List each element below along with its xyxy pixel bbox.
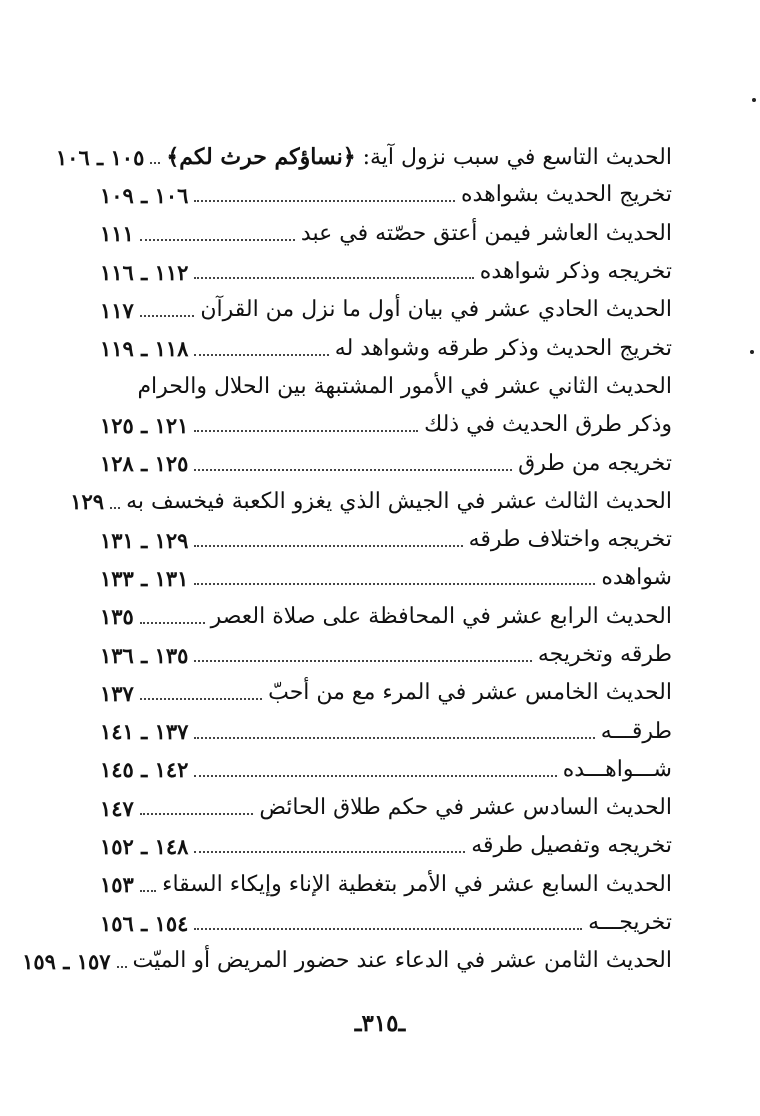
dot-leader [194, 354, 328, 356]
toc-entry-title [200, 299, 672, 321]
dot-leader [194, 545, 462, 547]
toc-entry-pages: ١٢٩ ـ ١٣١ [100, 527, 189, 553]
toc-entry [100, 751, 672, 789]
dot-leader [194, 430, 418, 432]
toc-entry-pages: ١١١ [100, 221, 134, 247]
toc-entry [100, 559, 672, 597]
toc-entry-title-text: الحديث السادس عشر في حكم طلاق الحائض [259, 795, 672, 821]
toc-entry [100, 215, 672, 253]
dot-leader [194, 200, 455, 202]
toc-entry-title [268, 682, 672, 704]
dot-leader [140, 813, 253, 815]
dot-leader [140, 239, 295, 241]
toc-entry [55, 138, 672, 176]
toc-entry-title [334, 335, 672, 361]
toc-entry [100, 789, 672, 827]
toc-entry-pages: ١٤٨ ـ ١٥٢ [100, 833, 189, 859]
dot-leader [194, 277, 473, 279]
toc-entry [100, 521, 672, 559]
toc-entry-pages: ١٤٢ ـ ١٤٥ [100, 757, 189, 783]
dot-leader [140, 622, 205, 624]
toc-entry-title [601, 567, 672, 589]
toc-entry-title [518, 450, 672, 476]
toc-entry-title [469, 529, 672, 551]
toc-entry-title [600, 718, 672, 744]
toc-entry-title-text: الحديث الرابع عشر في المحافظة على صلاة العصر [210, 603, 672, 629]
dot-leader [140, 698, 262, 700]
toc-entry-title [162, 871, 672, 897]
toc-entry-pages: ١٢٩ [70, 489, 105, 515]
toc-entry-pages: ١٥٧ ـ ١٥٩ [22, 948, 111, 974]
toc-entry-title [126, 488, 672, 514]
toc-entry-pages: ١٣٧ ـ ١٤١ [100, 719, 189, 745]
toc-entry-pages: ١٤٧ [100, 795, 134, 821]
toc-entry-title-text: تخريج الحديث وذكر طرقه وشواهد له [334, 335, 672, 361]
toc-entry-pages: ١٢٥ ـ ١٢٨ [100, 451, 189, 477]
dot-leader [194, 469, 512, 471]
toc-entry [22, 942, 672, 980]
toc-entry-title-text: شواهده [601, 565, 672, 591]
toc-entry-pages: ١٥٤ ـ ١٥٦ [100, 910, 189, 936]
dot-leader [117, 966, 127, 968]
toc-entry [100, 444, 672, 482]
scan-speck [750, 350, 754, 354]
toc-entry-title-text: تخريجه وتفصيل طرقه [471, 833, 672, 859]
dot-leader [194, 583, 595, 585]
toc-entry-title-text: تخريجه وذكر شواهده [479, 259, 672, 285]
toc-entry [100, 866, 672, 904]
toc-entry-title-text: الحديث الثاني عشر في الأمور المشتبهة بين الحلال والحرام [137, 373, 672, 399]
dot-leader [110, 507, 120, 509]
dot-leader [194, 660, 531, 662]
toc-entry-title [300, 220, 672, 246]
toc-entry [100, 406, 672, 444]
toc-entry-pages: ١٣١ ـ ١٣٣ [100, 565, 189, 591]
toc-entry [100, 827, 672, 865]
toc-entry-title [137, 373, 672, 399]
dot-leader [150, 162, 160, 164]
toc-entry-pages: ١٠٦ ـ ١٠٩ [100, 182, 189, 208]
toc-entry-pages: ١٣٥ [100, 604, 134, 630]
toc-entry-title-text: شـــواهـــده [562, 756, 672, 782]
toc-entry-title-text: تخريج الحديث بشواهده [461, 182, 672, 208]
toc-entry [100, 368, 672, 406]
dot-leader [194, 775, 556, 777]
toc-entry-pages: ١٥٣ [100, 872, 134, 898]
toc-entry-title [259, 797, 672, 819]
toc-entry-title-text: الحديث الثامن عشر في الدعاء عند حضور المريض أو الميّت [132, 948, 672, 974]
toc-entry-title [166, 143, 672, 170]
toc-entry-title [210, 603, 672, 629]
toc-entry-title-text: الحديث الخامس عشر في المرء مع من أحبّ [268, 680, 672, 706]
toc-entry-title-text: تخريجـــه [588, 910, 672, 936]
toc-entry [100, 598, 672, 636]
toc-entry-title-text: الحديث الحادي عشر في بيان أول ما نزل من القرآن [200, 297, 672, 323]
toc-entry-pages: ١١٢ ـ ١١٦ [100, 259, 189, 285]
toc-entry [100, 329, 672, 367]
dot-leader [194, 928, 582, 930]
toc-entry-pages: ١٣٥ ـ ١٣٦ [100, 642, 189, 668]
dot-leader [140, 890, 156, 892]
toc-entry-title [480, 261, 672, 283]
toc-entry-title [588, 912, 672, 934]
toc-entry-title [562, 756, 672, 782]
toc-entry-title-text: الحديث السابع عشر في الأمر بتغطية الإناء وإيكاء السقاء [162, 871, 672, 897]
toc-entry [100, 712, 672, 750]
toc-entry-pages: ١١٧ [100, 297, 134, 323]
quranic-verse: ﴿نساؤكم حرث لكم﴾ [166, 143, 356, 170]
dot-leader [140, 315, 194, 317]
toc-entry-pages: ١٠٥ ـ ١٠٦ [55, 144, 145, 170]
dot-leader [194, 851, 465, 853]
toc-entry-title-text: تخريجه واختلاف طرقه [468, 527, 672, 553]
toc-entry-title [538, 644, 672, 666]
toc-entry-title-text: الحديث الثالث عشر في الجيش الذي يغزو الكعبة فيخسف به [126, 488, 672, 514]
toc-entry-pages: ١٢١ ـ ١٢٥ [100, 412, 189, 438]
toc-entry-title-text: وذكر طرق الحديث في ذلك [424, 412, 672, 438]
page-number: ـ٣١٥ـ [354, 1010, 406, 1037]
toc-entry-title [471, 835, 672, 857]
toc-entry-title-text: طرقه وتخريجه [537, 642, 672, 667]
toc-entry [100, 253, 672, 291]
toc-entry-title-text: الحديث العاشر فيمن أعتق حصّته في عبد [300, 220, 672, 246]
toc-entry [70, 483, 672, 521]
toc-entry [100, 291, 672, 329]
dot-leader [194, 737, 594, 739]
table-of-contents [22, 138, 672, 981]
toc-entry-title-text: طرقـــه [600, 718, 672, 744]
toc-entry-title [461, 184, 672, 206]
toc-entry-title [133, 950, 672, 972]
scan-speck [752, 98, 756, 102]
toc-entry [100, 176, 672, 214]
toc-entry [100, 636, 672, 674]
toc-entry-title-text: تخريجه من طرق [518, 450, 672, 476]
toc-entry-title-text: الحديث التاسع في سبب نزول آية: [355, 144, 672, 170]
toc-entry-pages: ١٣٧ [100, 680, 134, 706]
toc-entry [100, 674, 672, 712]
toc-entry-title [424, 414, 672, 436]
toc-entry-pages: ١١٨ ـ ١١٩ [100, 336, 189, 362]
toc-entry [100, 904, 672, 942]
